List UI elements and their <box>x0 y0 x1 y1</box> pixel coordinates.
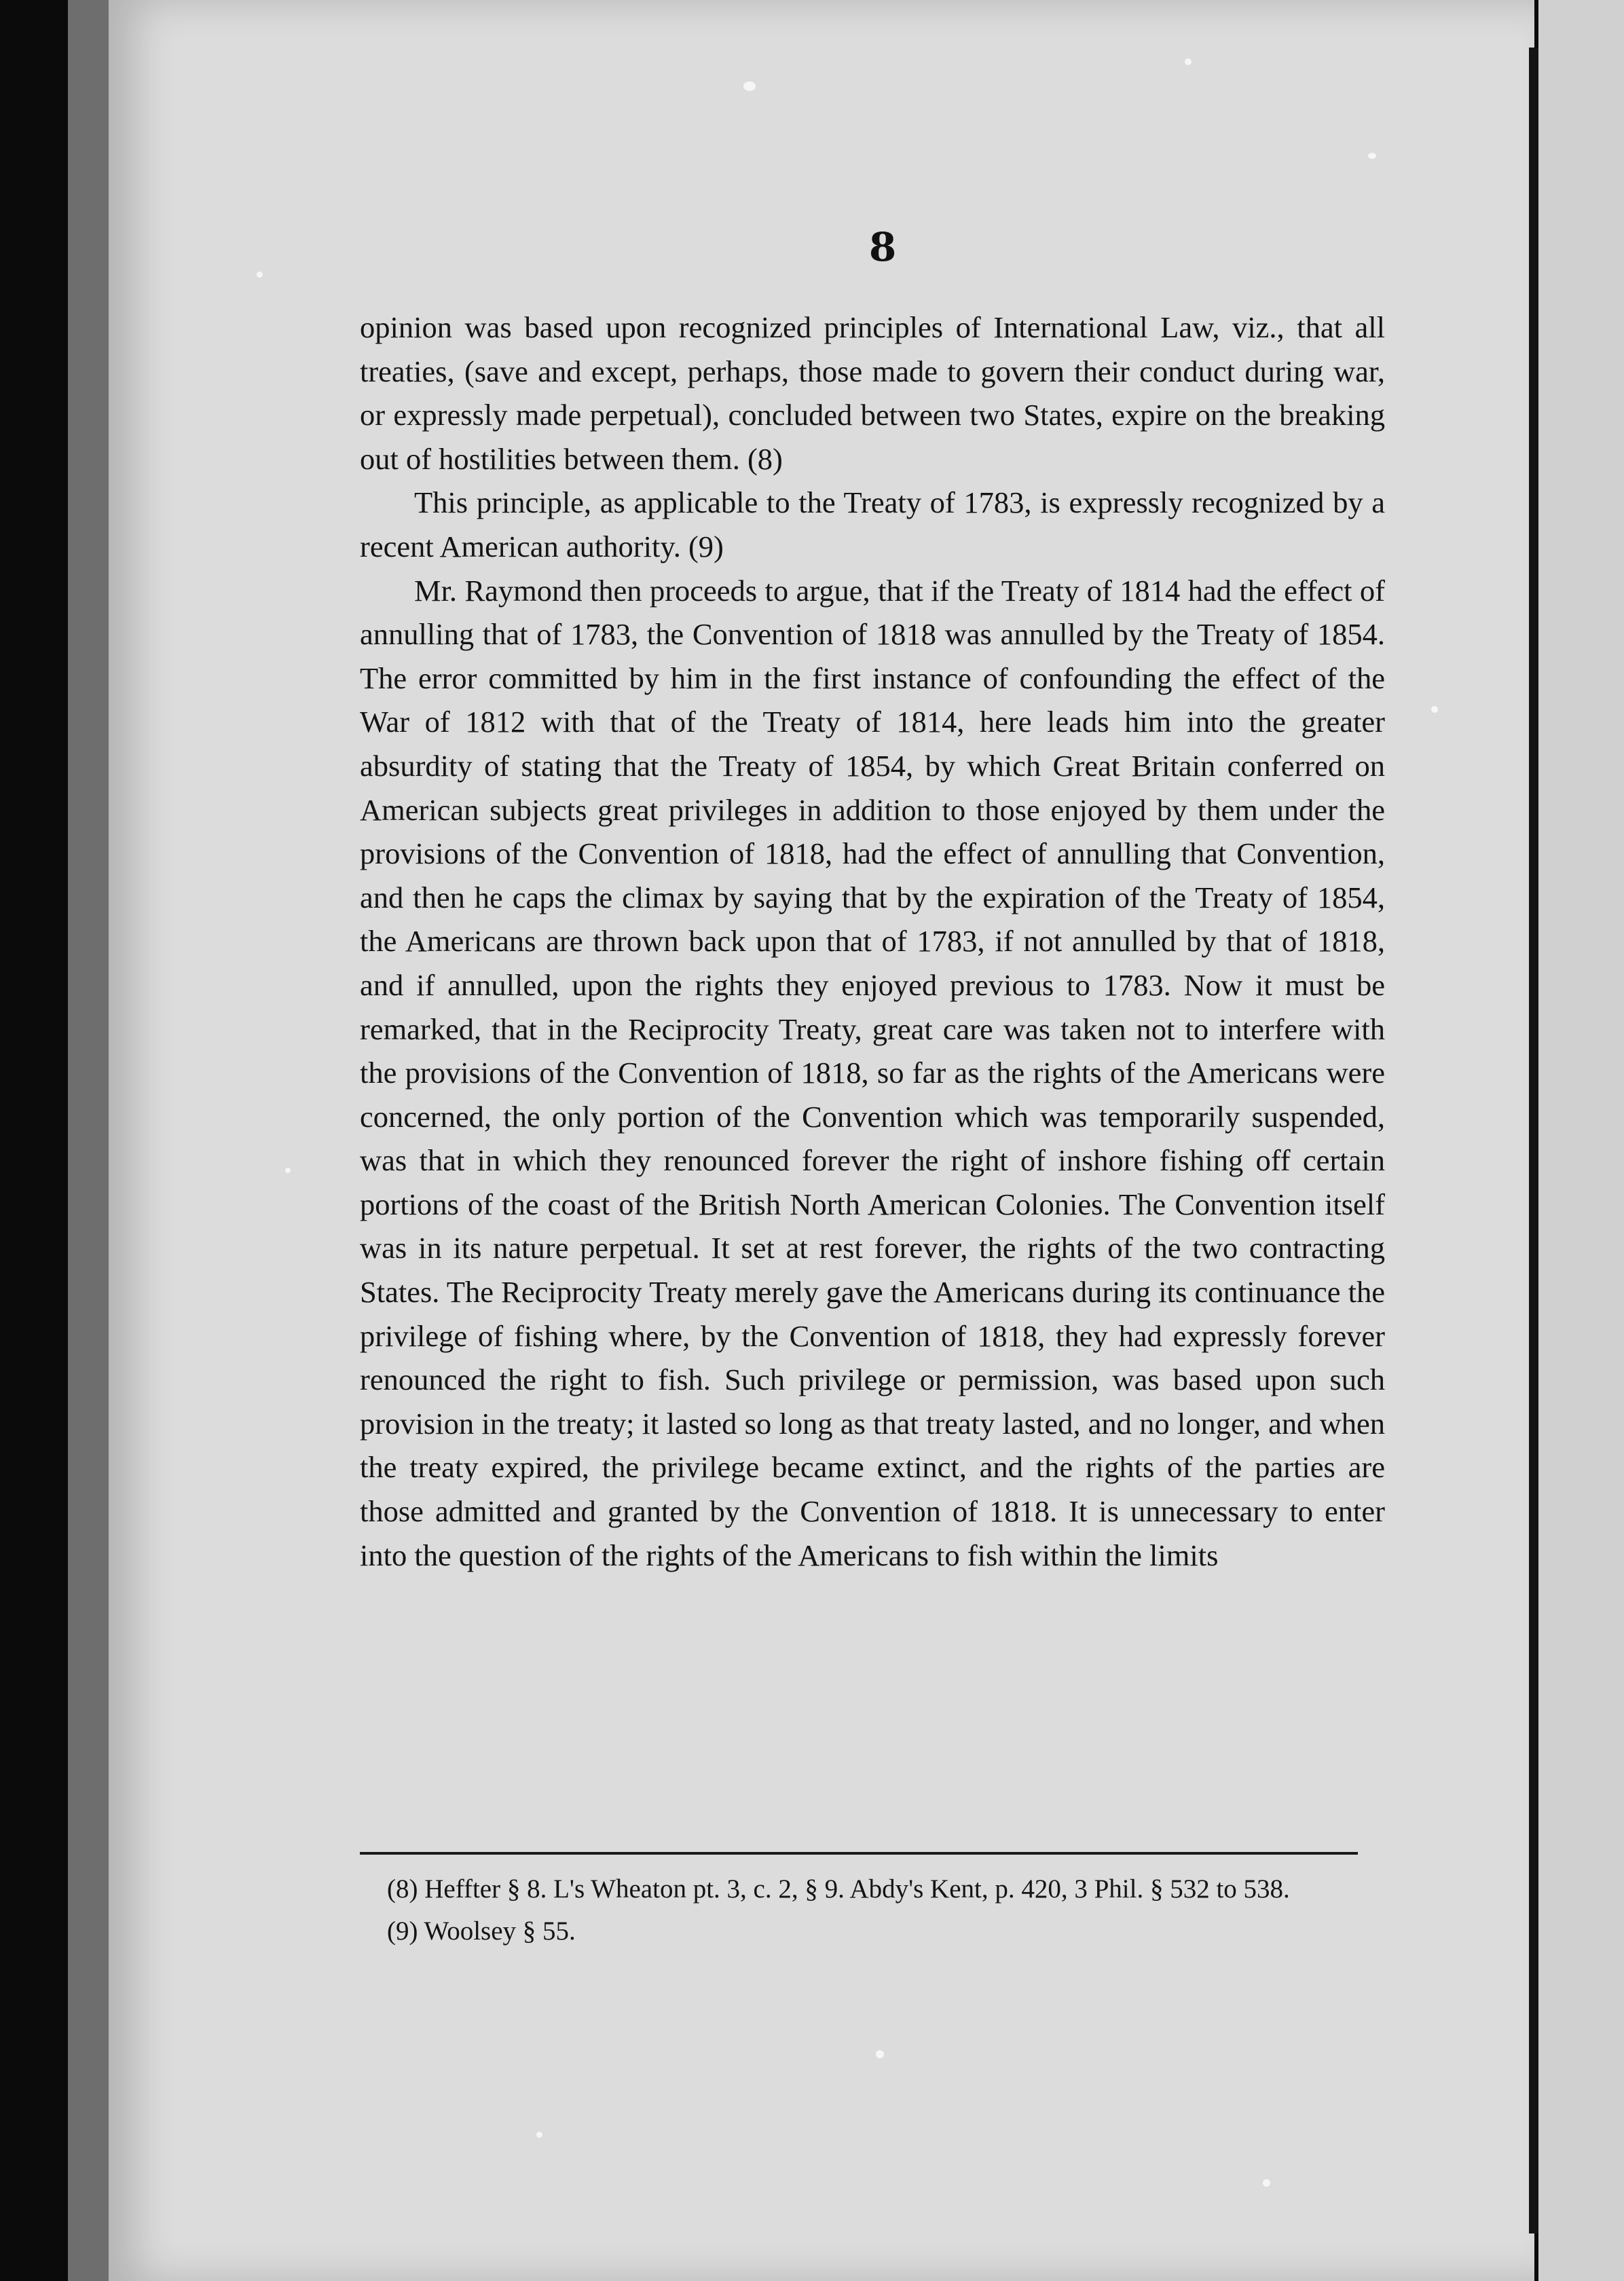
page-gutter-shadow <box>1529 48 1538 2233</box>
body-text <box>360 305 1385 1577</box>
scan-speck <box>285 1168 291 1173</box>
page-number: 8 <box>868 224 897 270</box>
paragraph: Mr. Raymond then proceeds to argue, that if the Treaty of 1814 had the effect of annulling that of 1783, the Convention of 1818 was annulled by the Treaty of 1854. The error committed by him in the first instance of confounding the effect of the War of 1812 with that of the Treaty of 1814, here leads him into the greater absurdity of stating that the Treaty of 1854, by which Great Britain conferred on American subjects great privileges in addition to those enjoyed by them under the provisions of the Convention of 1818, had the effect of annulling that Convention, and then he caps the climax by saying that by the expiration of the Treaty of 1854, the Americans are thrown back upon that of 1783, if not annulled by that of 1818, and if annulled, upon the rights they enjoyed previous to 1783. Now it must be remarked, that in the Reciprocity Treaty, great care was taken not to interfere with the provisions of the Convention of 1818, so far as the rights of the Americans were concerned, the only portion of the Convention which was temporarily suspended, was that in which they renounced forever the right of inshore fishing off certain portions of the coast of the British North American Colonies. The Convention itself was in its nature perpetual. It set at rest forever, the rights of the two contracting States. The Reciprocity Treaty merely gave the Americans during its continuance the privilege of fishing where, by the Convention of 1818, they had expressly forever renounced the right to fish. Such privilege or permission, was based upon such provision in the treaty; it lasted so long as that treaty lasted, and no longer, and when the treaty expired, the privilege became extinct, and the rights of the parties are those admitted and granted by the Convention of 1818. It is unnecessary to enter into the question of the rights of the Americans to fish within the limits <box>360 573 1385 1572</box>
scan-speck <box>876 2050 884 2058</box>
footnote-9: (9) Woolsey § 55. <box>387 1916 576 1946</box>
scan-speck <box>1368 153 1376 159</box>
facing-page-edge <box>1538 0 1624 2281</box>
footnote-divider <box>360 1852 1358 1855</box>
footnote-8: (8) Heffter § 8. L's Wheaton pt. 3, c. 2, § 9. Abdy's Kent, p. 420, 3 Phil. § 532 to 538. <box>387 1874 1290 1904</box>
scan-speck <box>257 272 263 278</box>
scan-speck <box>1185 58 1192 65</box>
scan-speck <box>1431 706 1438 713</box>
scan-speck <box>1263 2179 1270 2187</box>
scan-speck <box>536 2132 542 2138</box>
footnotes <box>360 1868 1385 1952</box>
paragraph: This principle, as applicable to the Treaty of 1783, is expressly recognized by a recent American authority. (9) <box>360 485 1385 563</box>
book-binding-edge <box>68 0 109 2281</box>
scan-speck <box>743 81 756 91</box>
paragraph-continued: opinion was based upon recognized principles of International Law, viz., that all treaties, (save and except, perhaps, those made to govern their conduct during war, or expressly made perpetual), concluded between two States, expire on the breaking out of hostilities between them. (8) <box>360 310 1385 476</box>
